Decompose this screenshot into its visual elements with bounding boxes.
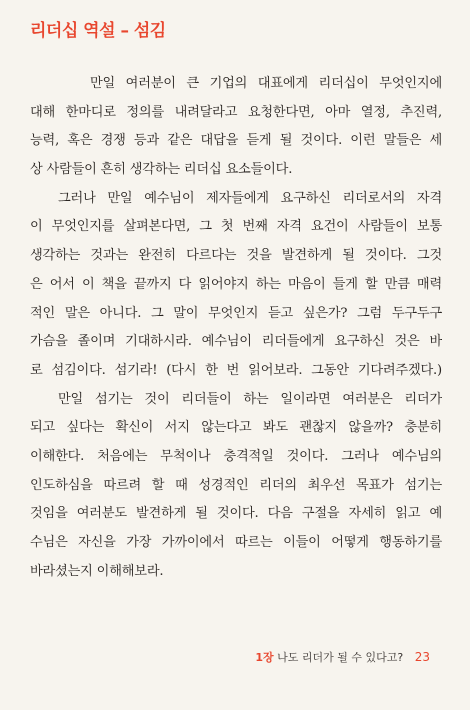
text-line: 바라셨는지 이해해보라. [30, 563, 164, 579]
chapter-title: 나도 리더가 될 수 있다고? [277, 651, 404, 664]
running-footer [255, 649, 430, 665]
chapter-label: 1장 [255, 651, 274, 664]
text-line: 적인 말은 아니다. 그 말이 무엇인지 듣고 싶은가? 그럼 두구두구 [30, 305, 442, 321]
text-line: 것임을 여러분도 발견하게 될 것이다. 다음 구절을 자세히 읽고 예 [30, 506, 442, 522]
text-line: 대해 한마디로 정의를 내려달라고 요청한다면, 아마 열정, 추진력, [30, 104, 442, 120]
text-line: 이해한다. 처음에는 무척이나 충격적일 것이다. 그러나 예수님의 [30, 448, 442, 464]
body-text [30, 70, 442, 586]
text-line: 가슴을 졸이며 기대하시라. 예수님이 리더들에게 요구하신 것은 바 [30, 334, 442, 350]
text-line: 수님은 자신을 가장 가까이에서 따르는 이들이 어떻게 행동하기를 [30, 535, 442, 550]
text-line: 이 무엇인지를 살펴본다면, 그 첫 번째 자격 요건이 사람들이 보통 [30, 219, 442, 235]
text-line: 은 어서 이 책을 끝까지 다 읽어야지 하는 마음이 들게 할 만큼 매력 [30, 276, 442, 292]
text-line: 인도하심을 따르려 할 때 성경적인 리더의 최우선 목표가 섬기는 [30, 477, 442, 493]
text-line: 능력, 혹은 경쟁 등과 같은 대답을 듣게 될 것이다. 이런 말들은 세 [30, 133, 442, 149]
text-line: 로 섬김이다. 섬기라! (다시 한 번 읽어보라. 그동안 기다려주겠다.) [30, 362, 442, 378]
running-header-title: 리더십 역설 – 섬김 [30, 21, 166, 41]
text-line: 생각하는 것과는 완전히 다르다는 것을 발견하게 될 것이다. 그것 [30, 248, 442, 264]
text-line: 상 사람들이 흔히 생각하는 리더십 요소들이다. [30, 162, 293, 178]
text-line: 만일 섬기는 것이 리더들이 하는 일이라면 여러분은 리더가 [58, 391, 442, 407]
text-line: 되고 싶다는 확신이 서지 않는다고 봐도 괜찮지 않을까? 충분히 [30, 420, 442, 436]
page-number: 23 [414, 650, 430, 664]
text-line: 그러나 만일 예수님이 제자들에게 요구하신 리더로서의 자격 [58, 190, 442, 206]
text-line: 만일 여러분이 큰 기업의 대표에게 리더십이 무엇인지에 [90, 76, 442, 91]
